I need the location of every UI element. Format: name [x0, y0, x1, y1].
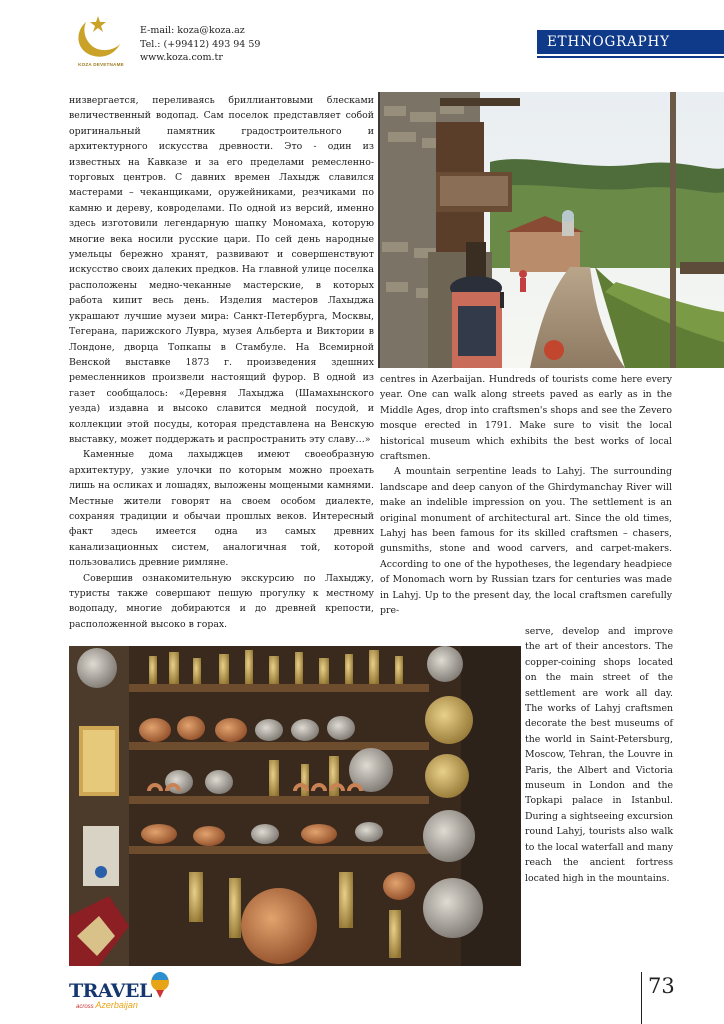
- travel-brand: TRAVEL: [69, 980, 152, 1002]
- section-tag: ETHNOGRAPHY: [537, 30, 724, 54]
- travel-sub-country: Azerbaijan: [95, 1000, 138, 1010]
- russian-paragraph: Каменные дома лахыджцев имеют своеобразную архитектуру, узкие улочки по которым можно проехать лишь на осликах и лошадях, выложены мощеными камнями. Местные жители говорят на своем особом диалекте, сохраняя традиции и обычаи прошлых веков. Интересный факт здесь имеется одна из самых древних канализационных систем, аналогичная той, которой пользовались древние римляне.: [69, 449, 374, 569]
- russian-paragraph: низвергается, переливаясь бриллиантовыми блесками величественный водопад. Сам поселок представляет собой оригинальный памятник градостроительного и архитектурного искусства древности. Это - один из известных на Кавказе и за его пределами ремесленно-торговых центров. С давних времен Лахыдж славился мастерами – чеканщиками, оружейниками, резчиками по камню и дереву, ковроделами. По одной из версий, именно здесь изготовили легендарную шапку Мономаха, которую многие века носили русские цари. По сей день народные умельцы бережно хранят, развивают и совершенствуют искусство своих далеких предков. На главной улице поселка расположены медно-чеканные мастерские, в которых работа кипит весь день. Изделия мастеров Лахыджа украшают лучшие музеи мира: Санкт-Петербурга, Москвы, Тегерана, парижского Лувра, музея Альберта и Виктории в Лондоне, дворца Топкапы в Стамбуле. На Всемирной Венской выставке 1873 г. произведения здешних ремесленников произвели настоящий фурор. В одной из газет сообщалось: «Деревня Лахыджа (Шамахынского уезда) издавна и высоко славится медной посудой, и коллекции этой посуды, которая представлена на Венскую выставку, может поддержать и распространить эту славу…»: [69, 95, 374, 445]
- contact-block: [140, 24, 260, 65]
- page-number: 73: [648, 974, 675, 998]
- travel-brand-sub: [76, 1000, 138, 1010]
- english-column-continued: [525, 624, 673, 886]
- section-rule: [537, 56, 724, 58]
- website-link[interactable]: www.koza.com.tr: [140, 52, 223, 63]
- english-column: [380, 372, 672, 619]
- phone-text: Tel.: (+99412) 493 94 59: [140, 38, 261, 50]
- travel-sub-prefix: across: [76, 1004, 94, 1010]
- russian-paragraph: Совершив ознакомительную экскурсию по Лахыджу, туристы также совершают пешую прогулку к местному водопаду, многие добираются и до древней крепости, расположенной высоко в горах.: [69, 572, 374, 630]
- english-paragraph: A mountain serpentine leads to Lahyj. The surrounding landscape and deep canyon of the Ghirdymanchay River will make an indelible impression on you. The settlement is an original monument of architectural art. Since the old times, Lahyj has been famous for its skilled craftsmen – chasers, gunsmiths, stone and wood carvers, and carpet-makers. According to one of the hypotheses, the legendary headpiece of Monomach worn by Russian tzars for centuries was made in Lahyj. Up to the present day, the local craftsmen carefully pre-: [380, 466, 672, 617]
- photo-divider: [378, 92, 380, 368]
- copperware-shop-photo: [69, 646, 521, 966]
- email-text[interactable]: E-mail: koza@koza.az: [140, 25, 245, 36]
- village-street-photo: [380, 92, 724, 368]
- russian-column: [69, 93, 374, 632]
- english-paragraph: centres in Azerbaijan. Hundreds of tourists come here every year. One can walk along streets paved as early as in the Middle Ages, drop into craftsmen's shops and see the Zevero mosque erected in 1791. Make sure to visit the local historical museum which exhibits the best works of local craftsmen.: [380, 374, 672, 463]
- page-number-rule: [641, 972, 642, 1024]
- english-paragraph: serve, develop and improve the art of their ancestors. The copper-coining shops located on the main street of the settlement are work all day. The works of Lahyj craftsmen decorate the best museums of the world in Saint-Petersburg, Moscow, Tehran, the Louvre in Paris, the Albert and Victoria museum in London and the Topkapi palace in Istanbul. During a sightseeing excursion round Lahyj, tourists also walk to the local waterfall and many reach the ancient fortress located high in the mountains.: [525, 626, 673, 884]
- logo-name: KOZA DEVETNAME: [78, 62, 124, 67]
